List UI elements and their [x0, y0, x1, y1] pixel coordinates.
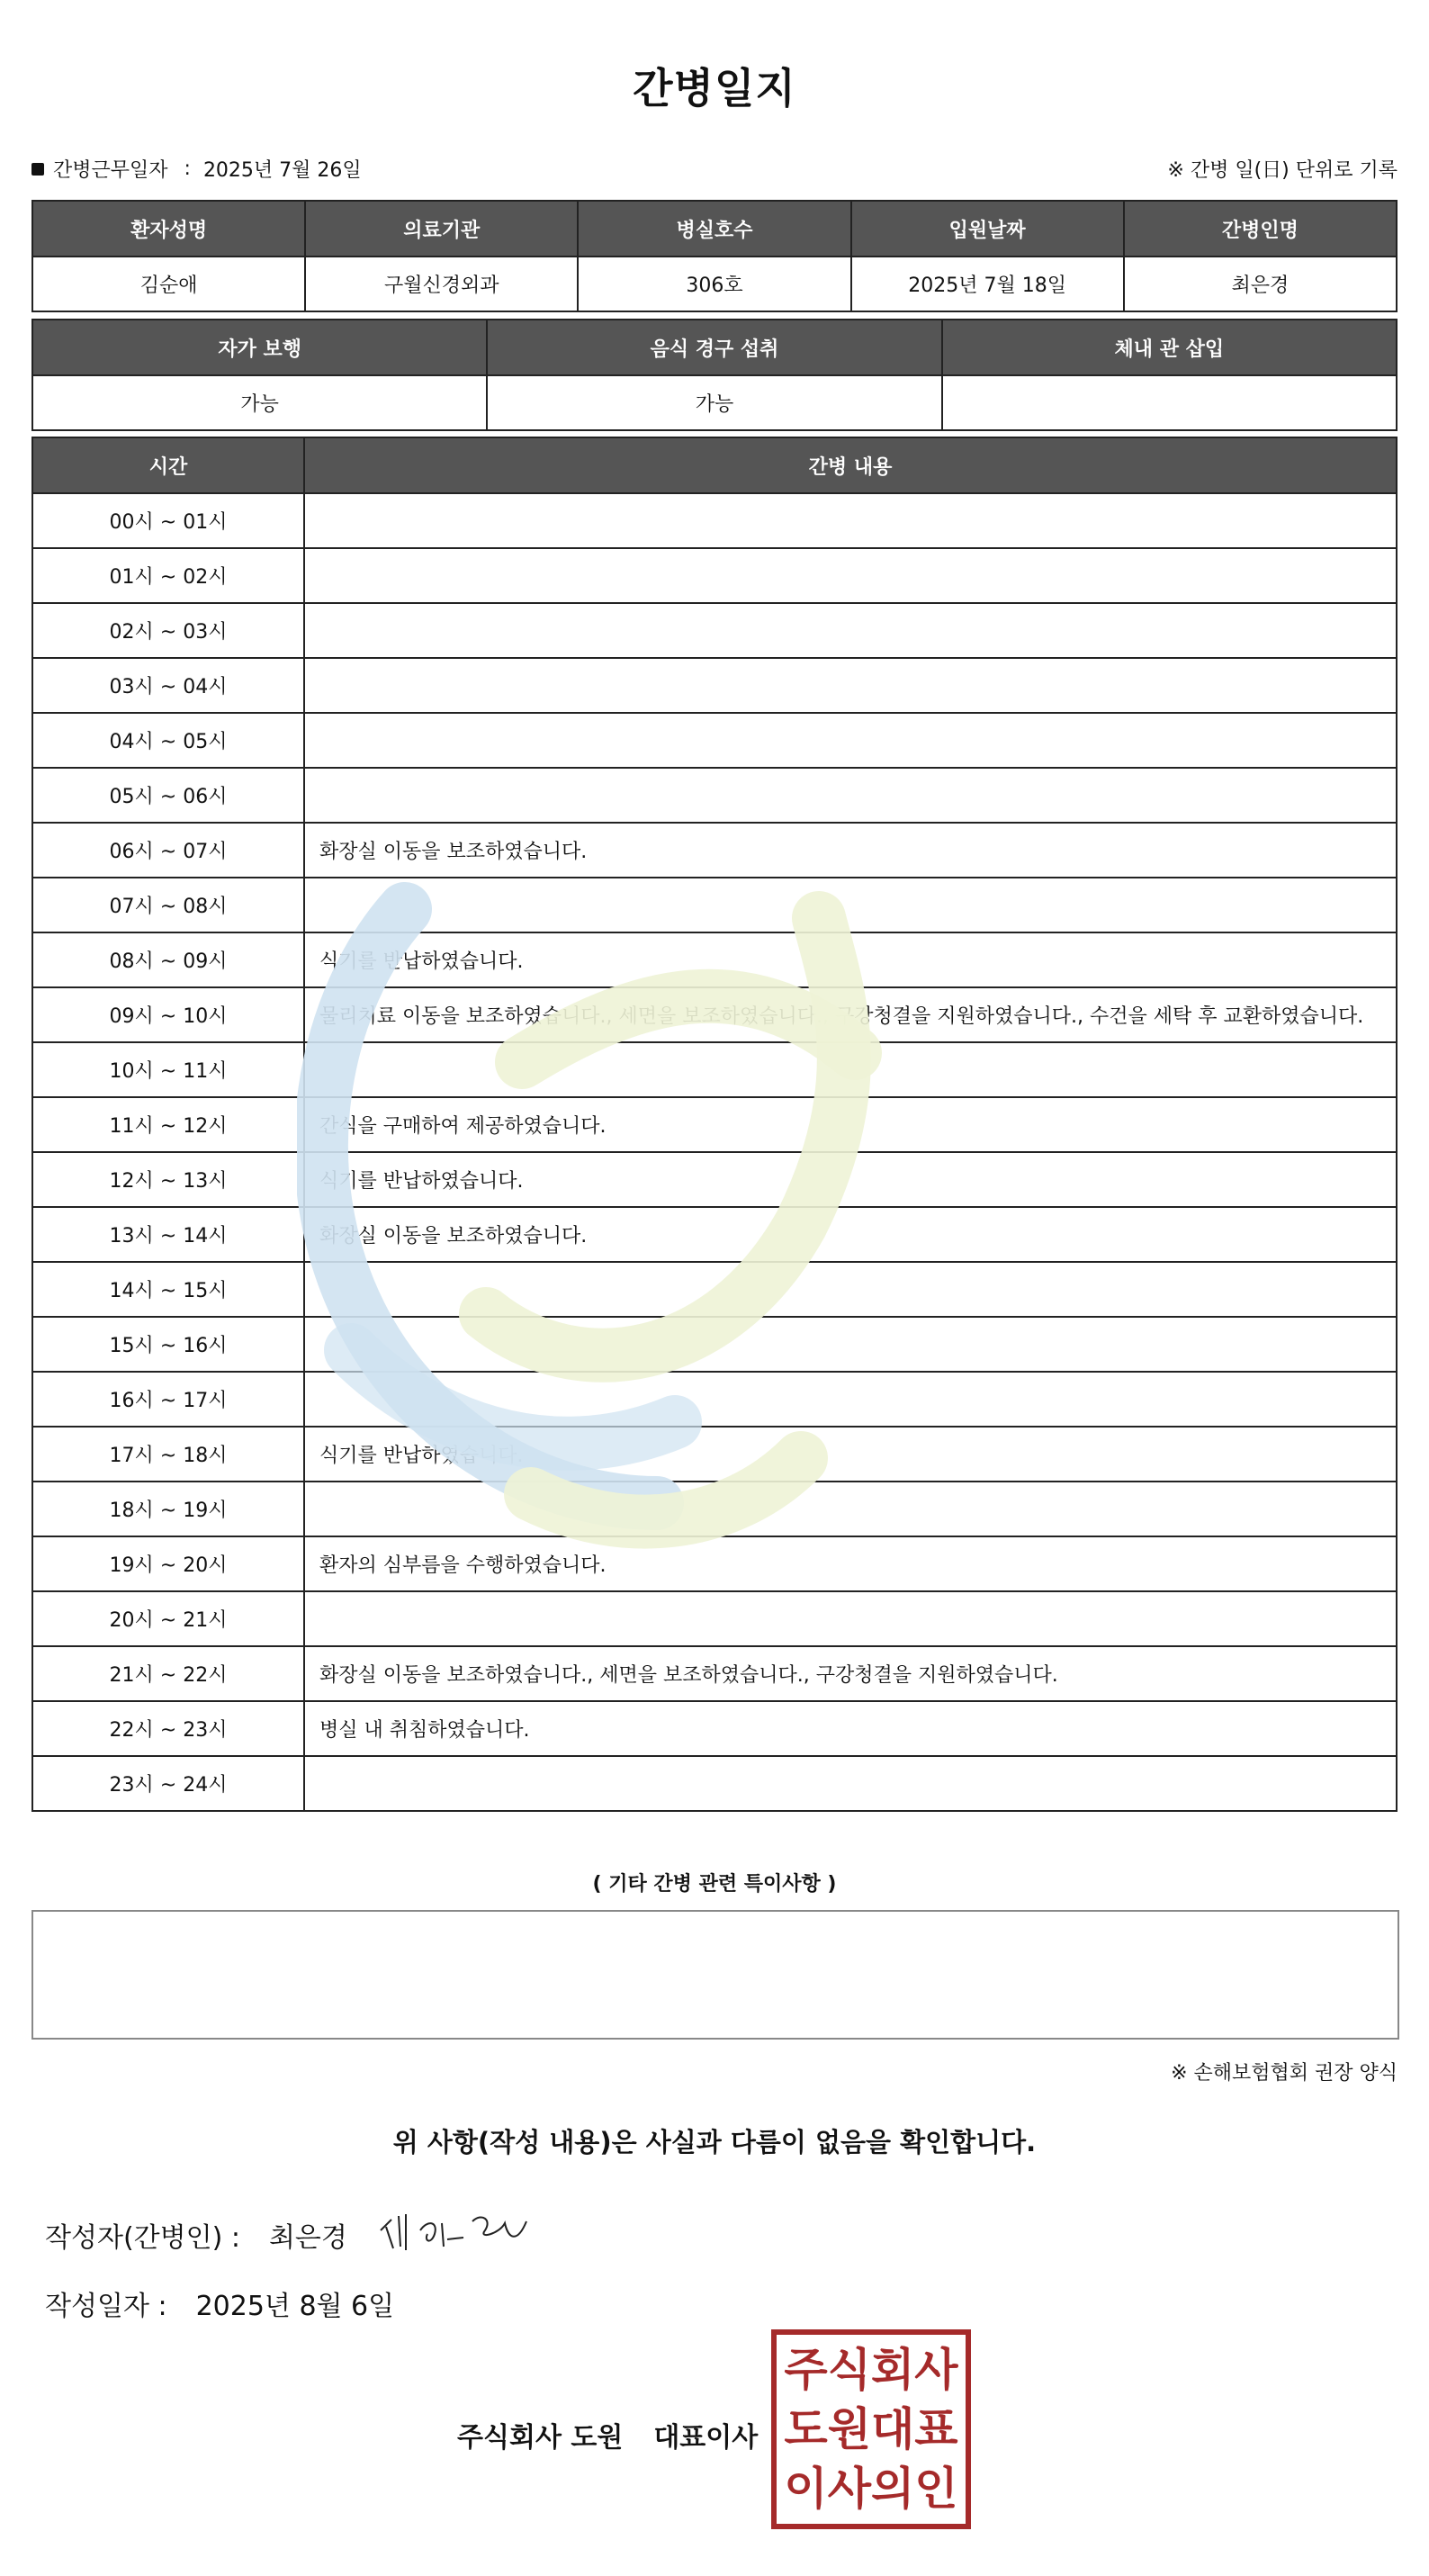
log-content	[304, 1756, 1397, 1811]
log-time: 23시 ~ 24시	[32, 1756, 304, 1811]
patient-name: 김순애	[32, 257, 305, 311]
log-time: 04시 ~ 05시	[32, 713, 304, 768]
log-content	[304, 1317, 1397, 1372]
care-date-label: 간병근무일자	[53, 159, 168, 182]
log-content: 식기를 반납하였습니다.	[304, 932, 1397, 987]
log-content	[304, 603, 1397, 658]
log-content: 식기를 반납하였습니다.	[304, 1152, 1397, 1207]
log-row	[32, 768, 1397, 823]
care-date-value: 2025년 7월 26일	[202, 159, 362, 182]
seal-line-1: 주식회사	[784, 2343, 958, 2396]
page-title: 간병일지	[633, 64, 796, 113]
log-row	[32, 658, 1397, 713]
log-row	[32, 1207, 1397, 1262]
log-time: 19시 ~ 20시	[32, 1536, 304, 1591]
log-row	[32, 1536, 1397, 1591]
log-time: 18시 ~ 19시	[32, 1482, 304, 1536]
header-care-content: 간병 내용	[304, 437, 1397, 493]
log-content	[304, 1372, 1397, 1427]
log-content: 간식을 구매하여 제공하였습니다.	[304, 1097, 1397, 1152]
log-row	[32, 987, 1397, 1042]
log-time: 09시 ~ 10시	[32, 987, 304, 1042]
log-time: 07시 ~ 08시	[32, 878, 304, 932]
header-oral-intake: 음식 경구 섭취	[487, 320, 941, 375]
log-time: 11시 ~ 12시	[32, 1097, 304, 1152]
company-seal-stamp	[771, 2329, 971, 2529]
log-content	[304, 1042, 1397, 1097]
header-tube-insertion: 체내 관 삽입	[942, 320, 1397, 375]
log-time: 22시 ~ 23시	[32, 1701, 304, 1756]
handwritten-signature	[373, 2203, 535, 2257]
log-time: 08시 ~ 09시	[32, 932, 304, 987]
log-time: 06시 ~ 07시	[32, 823, 304, 878]
log-content	[304, 878, 1397, 932]
log-content	[304, 493, 1397, 548]
header-patient-name: 환자성명	[32, 201, 305, 257]
log-row	[32, 1097, 1397, 1152]
log-row	[32, 1756, 1397, 1811]
log-row	[32, 1482, 1397, 1536]
log-content	[304, 713, 1397, 768]
log-content	[304, 1262, 1397, 1317]
log-time: 20시 ~ 21시	[32, 1591, 304, 1646]
log-time: 10시 ~ 11시	[32, 1042, 304, 1097]
header-self-walking: 자가 보행	[32, 320, 487, 375]
form-source-note: ※ 손해보험협회 권장 양식	[1171, 2062, 1398, 2085]
written-date-label: 작성일자 :	[45, 2291, 167, 2322]
log-row	[32, 548, 1397, 603]
log-content: 식기를 반납하였습니다.	[304, 1427, 1397, 1482]
room-number: 306호	[578, 257, 850, 311]
log-content: 병실 내 취침하였습니다.	[304, 1701, 1397, 1756]
oral-intake-value: 가능	[487, 375, 941, 430]
seal-line-2: 도원대표	[784, 2402, 958, 2455]
log-row	[32, 1701, 1397, 1756]
admission-date: 2025년 7월 18일	[851, 257, 1124, 311]
log-content: 화장실 이동을 보조하였습니다.	[304, 1207, 1397, 1262]
care-log-table	[31, 437, 1398, 1812]
header-caregiver: 간병인명	[1124, 201, 1397, 257]
writer-row	[45, 2215, 347, 2255]
log-time: 12시 ~ 13시	[32, 1152, 304, 1207]
log-row	[32, 1317, 1397, 1372]
log-row	[32, 1372, 1397, 1427]
confirmation-statement: 위 사항(작성 내용)은 사실과 다름이 없음을 확인합니다.	[392, 2127, 1037, 2157]
log-row	[32, 1646, 1397, 1701]
log-time: 02시 ~ 03시	[32, 603, 304, 658]
written-date-value: 2025년 8월 6일	[195, 2291, 395, 2322]
patient-info-table	[31, 200, 1398, 312]
log-time: 03시 ~ 04시	[32, 658, 304, 713]
care-date-row	[31, 155, 362, 183]
writer-name: 최은경	[268, 2222, 347, 2254]
header-time: 시간	[32, 437, 304, 493]
log-row	[32, 1427, 1397, 1482]
header-admission-date: 입원날짜	[851, 201, 1124, 257]
log-time: 13시 ~ 14시	[32, 1207, 304, 1262]
log-content: 환자의 심부름을 수행하였습니다.	[304, 1536, 1397, 1591]
log-content: 물리치료 이동을 보조하였습니다., 세면을 보조하였습니다., 구강청결을 지원하였습니다., 수건을 세탁 후 교환하였습니다.	[304, 987, 1397, 1042]
log-time: 17시 ~ 18시	[32, 1427, 304, 1482]
caregiver-name: 최은경	[1124, 257, 1397, 311]
log-row	[32, 932, 1397, 987]
company-signoff	[457, 2415, 758, 2454]
log-content: 화장실 이동을 보조하였습니다., 세면을 보조하였습니다., 구강청결을 지원하였습니다.	[304, 1646, 1397, 1701]
record-unit-note: ※ 간병 일(日) 단위로 기록	[1167, 159, 1398, 182]
bullet-square-icon	[31, 163, 44, 176]
log-time: 14시 ~ 15시	[32, 1262, 304, 1317]
log-content	[304, 1482, 1397, 1536]
log-row	[32, 493, 1397, 548]
company-name: 주식회사 도원	[457, 2422, 624, 2454]
log-content: 화장실 이동을 보조하였습니다.	[304, 823, 1397, 878]
log-row	[32, 1152, 1397, 1207]
log-row	[32, 823, 1397, 878]
self-walking-value: 가능	[32, 375, 487, 430]
writer-label: 작성자(간병인) :	[45, 2222, 240, 2254]
log-content	[304, 768, 1397, 823]
patient-status-table	[31, 319, 1398, 431]
ceo-title: 대표이사	[653, 2422, 759, 2454]
log-row	[32, 1591, 1397, 1646]
log-time: 16시 ~ 17시	[32, 1372, 304, 1427]
written-date-row	[45, 2283, 394, 2323]
log-row	[32, 713, 1397, 768]
log-content	[304, 548, 1397, 603]
header-hospital: 의료기관	[305, 201, 578, 257]
tube-insertion-value	[942, 375, 1397, 430]
care-log-rows	[32, 493, 1397, 1811]
log-content	[304, 658, 1397, 713]
log-time: 05시 ~ 06시	[32, 768, 304, 823]
log-time: 21시 ~ 22시	[32, 1646, 304, 1701]
log-row	[32, 878, 1397, 932]
log-time: 15시 ~ 16시	[32, 1317, 304, 1372]
log-row	[32, 603, 1397, 658]
colon: :	[184, 158, 191, 180]
log-time: 00시 ~ 01시	[32, 493, 304, 548]
log-row	[32, 1262, 1397, 1317]
hospital: 구월신경외과	[305, 257, 578, 311]
log-time: 01시 ~ 02시	[32, 548, 304, 603]
special-notes-box	[31, 1910, 1399, 2040]
header-room: 병실호수	[578, 201, 850, 257]
log-row	[32, 1042, 1397, 1097]
seal-line-3: 이사의인	[784, 2462, 958, 2515]
special-notes-title: ( 기타 간병 관련 특이사항 )	[592, 1873, 837, 1896]
log-content	[304, 1591, 1397, 1646]
